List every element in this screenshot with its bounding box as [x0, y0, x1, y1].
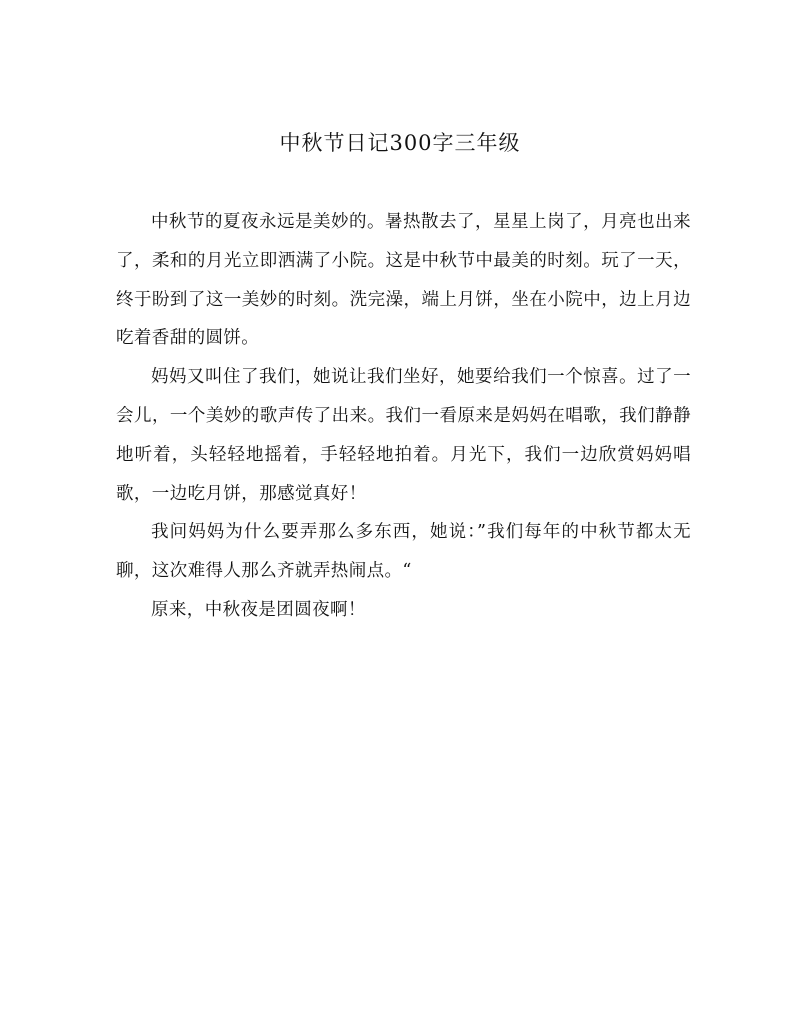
paragraph-3: 我问妈妈为什么要弄那么多东西，她说：”我们每年的中秋节都太无聊，这次难得人那么齐就弄热闹点。“ [116, 522, 691, 582]
paragraph-1: 中秋节的夏夜永远是美妙的。暑热散去了，星星上岗了，月亮也出来了，柔和的月光立即洒满了小院。这是中秋节中最美的时刻。玩了一天，终于盼到了这一美妙的时刻。洗完澡，端上月饼，坐在小院中，边上月边吃着香甜的圆饼。 [116, 212, 691, 349]
paragraph-4: 原来，中秋夜是团圆夜啊！ [151, 599, 366, 620]
document-body [116, 203, 691, 630]
paragraph-2: 妈妈又叫住了我们，她说让我们坐好，她要给我们一个惊喜。过了一会儿，一个美妙的歌声传了出来。我们一看原来是妈妈在唱歌，我们静静地听着，头轻轻地摇着，手轻轻地拍着。月光下，我们一边欣赏妈妈唱歌，一边吃月饼，那感觉真好！ [116, 367, 691, 504]
document-title: 中秋节日记300字三年级 [279, 131, 521, 155]
